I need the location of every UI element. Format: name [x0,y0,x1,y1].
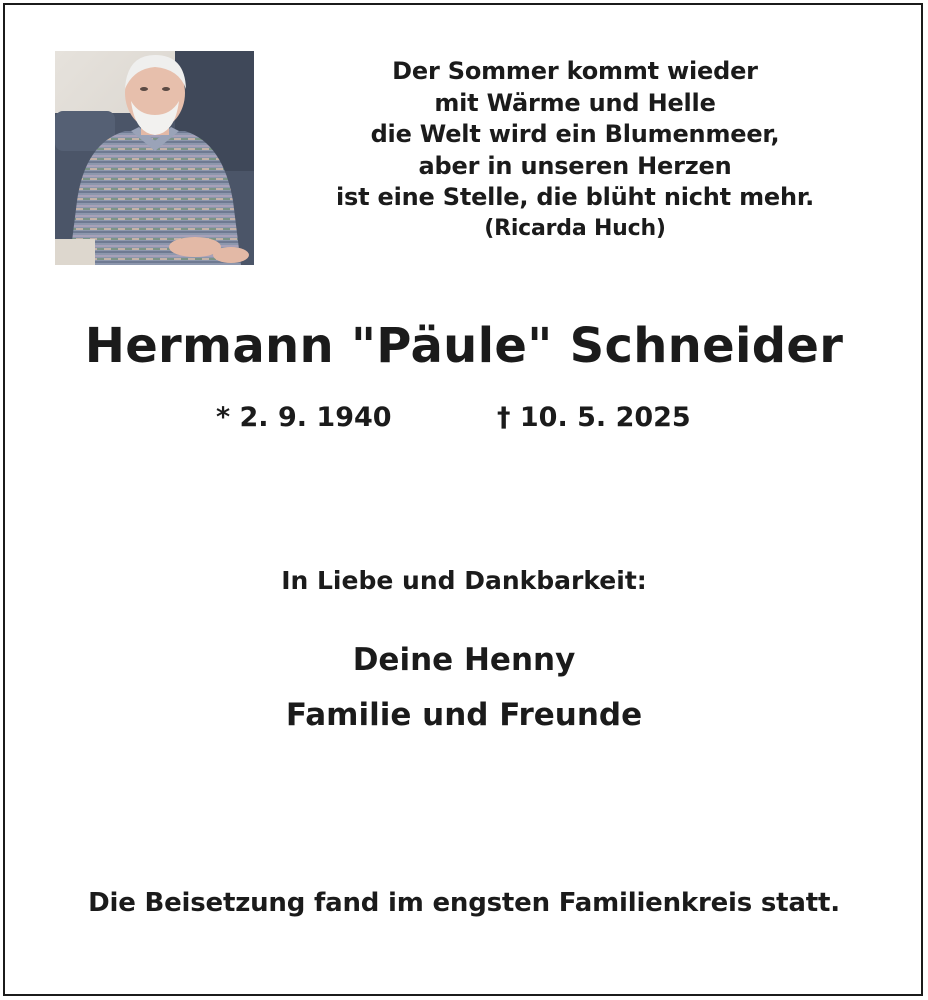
mourner-line: Deine Henny [352,642,576,678]
mourner-line: Familie und Freunde [285,697,643,733]
poem-line: aber in unseren Herzen [418,151,732,180]
dedication-text: In Liebe und Dankbarkeit: [281,566,647,595]
portrait-photo [55,51,254,265]
deceased-name: Hermann "Päule" Schneider [84,318,844,374]
poem-line: die Welt wird ein Blumenmeer, [370,120,780,148]
funeral-note: Die Beisetzung fand im engsten Familienkreis statt. [88,888,840,918]
poem-line: ist eine Stelle, die blüht nicht mehr. [335,183,814,211]
poem-line: Der Sommer kommt wieder [392,57,758,85]
poem-line: mit Wärme und Helle [434,88,716,117]
death-date: † 10. 5. 2025 [497,402,691,433]
poem [290,56,860,242]
birth-date: * 2. 9. 1940 [216,402,392,433]
poem-author: (Ricarda Huch) [484,215,666,241]
